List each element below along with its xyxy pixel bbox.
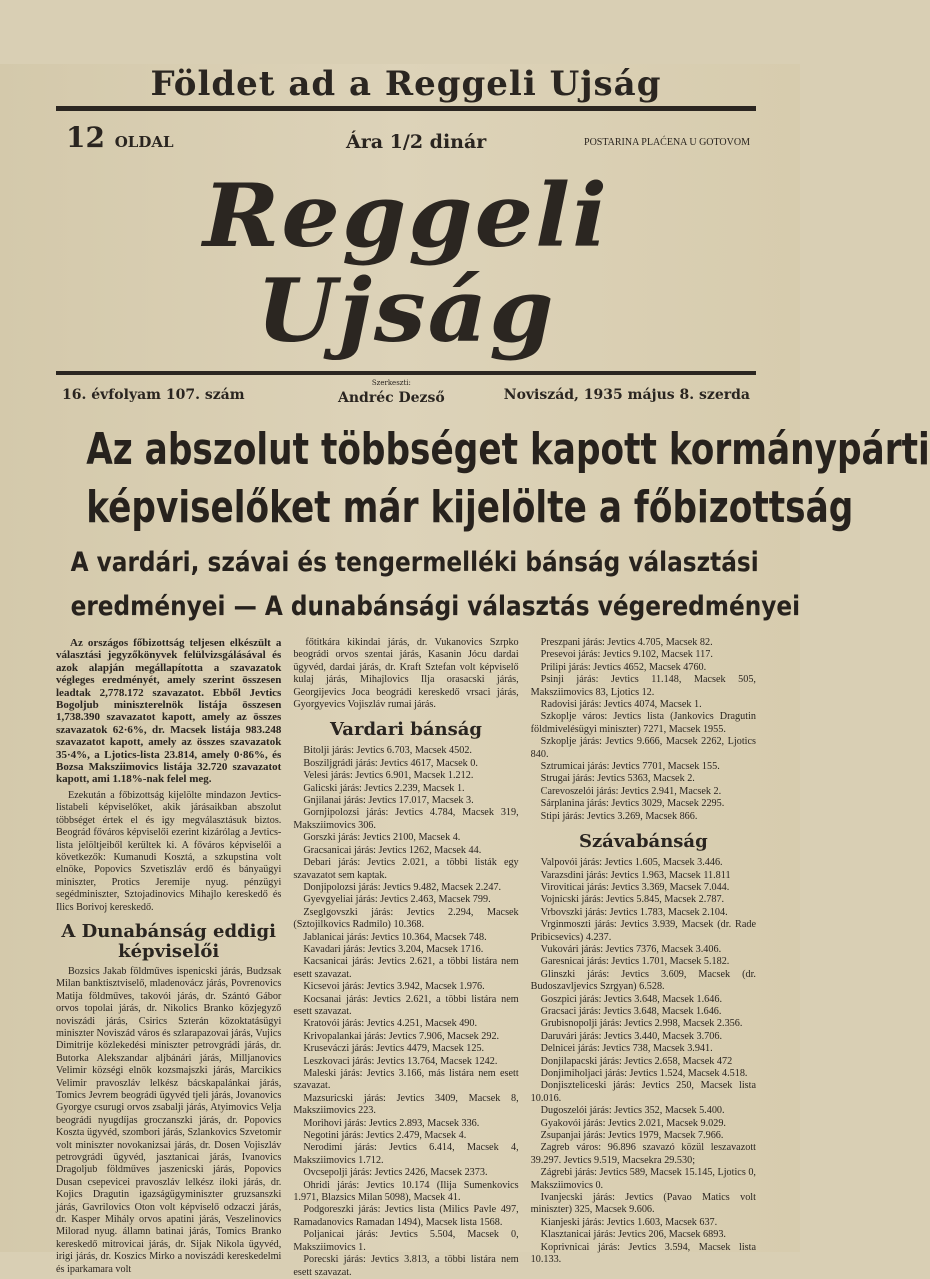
price-row [56,119,756,163]
result-entry: Morihovi járás: Jevtics 2.893, Macsek 336. [303,1117,480,1129]
result-entry: Kicsevoi járás: Jevtics 3.942, Macsek 1.976. [303,981,485,993]
result-entry: Radovisi járás: Jevtics 4074, Macsek 1. [540,699,702,711]
result-entry: Kianjeski járás: Jevtics 1.603, Macsek 637. [540,1216,718,1228]
result-entry: Kratovói járás: Jevtics 4.251, Macsek 490. [303,1018,478,1030]
result-entry: Zagreb város: 96.896 szavazó közül leszavazott 39.297. Jevtics 9.519, Macsekra 29.530; [530,1142,756,1166]
result-entry: Vrginmoszti járás: Jevtics 3.939, Macsek (dr. Rade Pribicsevics) 4.237. [530,919,756,943]
result-entry: Preszpani járás: Jevtics 4.705, Macsek 82. [540,637,713,648]
result-entry: Velesi járás: Jevtics 6.901, Macsek 1.212. [303,770,474,782]
result-entry: Strugai járás: Jevtics 5363, Macsek 2. [540,773,695,785]
result-entry: Gornjipolozsi járás: Jevtics 4.784, Macsek 319, Maksziimovics 306. [293,807,519,831]
result-entry: Negotini járás: Jevtics 2.479, Macsek 4. [303,1130,467,1142]
result-entry: Podgoreszki járás: Jevtics lista (Milics Pavle 497, Ramadanovics Ramadan 1494), Macsek lista 1568. [293,1204,519,1228]
page-count-word: OLDAL [114,133,174,151]
column-3 [530,637,756,1266]
results-list-vardari [293,745,518,1278]
result-entry: Gyevgyeliai járás: Jevtics 2.463, Macsek 799. [303,894,491,906]
result-entry: Glinszki járás: Jevtics 3.609, Macsek (dr. Budoszavljevics Szrgyan) 6.528. [530,968,756,993]
result-entry: Gracsaci járás: Jevtics 3.648, Macsek 1.646. [540,1005,722,1017]
main-headline-line-2: képviselőket már kijelölte a főbizottság [86,482,854,533]
page-count-number: 12 [66,121,105,154]
result-entry: Daruvári járás: Jevtics 3.440, Macsek 3.706. [540,1030,723,1042]
result-entry: Galicski járás: Jevtics 2.239, Macsek 1. [303,782,465,794]
result-entry: Goszpici járás: Jevtics 3.648, Macsek 1.646. [540,993,723,1005]
result-entry: Grubisnopolji járás: Jevtics 2.998, Macsek 2.356. [540,1018,743,1030]
section-title-szava: Szávabánság [578,831,708,853]
result-entry: Kacsanicai járás: Jevtics 2.621, a többi listára nem esett szavazat. [293,956,519,980]
result-entry: Szkoplje járás: Jevtics 9.666, Macsek 2262, Ljotics 840. [530,736,756,760]
result-entry: Zsupanjai járás: Jevtics 1979, Macsek 7.966. [540,1130,724,1142]
volume-number: 16. évfolyam 107. szám [62,387,245,403]
result-entry: Valpovói járás: Jevtics 1.605, Macsek 3.446. [540,857,723,869]
article-paragraph: Bozsics Jakab földműves ispenicski járás, Budzsak Milan banktisztviselő, mladenovácz járás, Povrenovics Matija földműves, takovói járás, dr. Szántó Gábor orvos topolai járás, dr. Nikolics Branko közjegyző noviszádi járás, Csirics Szterán közoktatásügyi miniszter Noviszád város és szlarapazovai járás, Vujics Dimitrije közlekedési miniszter petrovgrádi járás, dr. Butorka Alekszandar aljbánári járás, Milljanovics Velimir községi elnök kozsmajszki járás, Marcikics Velimir pravoszláv lelkész bácskapalánkai járás, Tomics Jevrem beográdi ügyvéd tjeli járás, Jovanovics Gyorgye csurugi orvos zsabalji járás, Atyimovics Velja beográdi nyugdíjas groczanszki járás, dr. Popovics Koszta ügyvéd, szombori járás, Szlankovics Szvetomir volt miniszter novokanizsai járás, dr. Dosen Vojiszláv petrovgrádi ügyvéd, jasztanicai járás, Ivanovics Dragoljub földműves jaszenicski járás, Popovics Dusan csepevicei pravoszláv lelkész iloki járás, dr. Kojics Dragutin igazságügyminiszter gruzsanszki járás, Gavrilovics Oton volt képviselő odzaczi járás, dr. Kasper Mihály orvos apatini járás, Veszelinovics Milorad nyug. államn batinai járás, Tomics Branko kereskedő mitrovicai járás, dr. Sijak Nikola ügyvéd, irigi járás, dr. Koszics Mirko a noviszádi kereskedelmi és iparkamara volt [56,965,282,1275]
result-entry: Zágrebi járás: Jevtics 589, Macsek 15.145, Ljotics 0, Maksziimovics 0. [530,1167,756,1191]
result-entry: Ovcsepolji járás: Jevtics 2426, Macsek 2373. [303,1167,488,1179]
result-entry: Sztrumicai járás: Jevtics 7701, Macsek 155. [540,761,720,773]
editor-label: Szerkeszti: [371,379,411,387]
result-entry: Porecski járás: Jevtics 3.813, a többi listára nem esett szavazat. [293,1254,519,1278]
result-entry: Klasztanicai járás: Jevtics 206, Macsek 6893. [540,1229,726,1241]
editor-name: Andréc Dezső [338,390,445,406]
result-entry: Prilipi járás: Jevtics 4652, Macsek 4760. [540,661,707,673]
article-paragraph: főtitkára kikindai járás, dr. Vukanovics Szrpko beográdi orvos szentai járás, Kasanin Jócu dardai ügyvéd, dardai járás, dr. Kraft Sztefan volt képviselő kulaj járás, Mihajlovics Ilja orasacski járás, Georgijevics Joca beográdi kereskedő vrsaci járás, Gyorgyevics Vojiszláv rumai járás. [293,637,519,711]
column-2 [293,637,519,1278]
result-entry: Psinji járás: Jevtics 11.148, Macsek 505, Maksziimovics 83, Ljotics 12. [530,674,756,698]
postage-note: POSTARINA PLAĆENA U GOTOVOM [584,137,750,148]
price: Ára 1/2 dinár [346,131,487,153]
result-entry: Vrbovszki járás: Jevtics 1.783, Macsek 2.104. [540,906,728,918]
column-1 [56,637,282,1275]
result-entry: Leszkovaci járás: Jevtics 13.764, Macsek 1242. [303,1055,498,1067]
results-list-szava [531,857,756,1266]
result-entry: Ivanjecski járás: Jevtics (Pavao Matics volt miniszter) 325, Macsek 9.606. [530,1192,756,1216]
section-title-line-2: képviselői [118,940,220,962]
result-entry: Ohridi járás: Jevtics 10.174 (Ilija Sumenkovics 1.971, Blazsics Milan 5098), Macsek 41. [293,1179,519,1204]
result-entry: Sárplanina járás: Jevtics 3029, Macsek 2295. [540,798,725,810]
result-entry: Bosziljgrádi járás: Jevtics 4617, Macsek 0. [303,757,478,769]
result-entry: Mazsuricski járás: Jevtics 3409, Macsek 8, Maksziimovics 223. [293,1092,519,1117]
result-entry: Garesnicai járás: Jevtics 1.701, Macsek 5.182. [540,956,730,968]
result-entry: Donjilapacski járás: Jevtics 2.658, Macsek 472 [540,1055,733,1067]
section-title-vardari: Vardari bánság [329,719,482,741]
issue-meta-row [56,371,756,419]
result-entry: Carevoszelói járás: Jevtics 2.941, Macsek 2. [540,785,722,797]
result-entry: Debari járás: Jevtics 2.021, a többi listák egy szavazatot sem kaptak. [293,857,519,881]
result-entry: Bitolji járás: Jevtics 6.703, Macsek 4502. [303,745,472,757]
result-entry: Nerodimi járás: Jevtics 6.414, Macsek 4, Maksziimovics 1.712. [293,1142,519,1166]
result-entry: Koprivnicai járás: Jevtics 3.594, Macsek lista 10.133. [530,1241,756,1266]
newspaper-page [0,64,930,1278]
result-entry: Krivopalankai járás: Jevtics 7.906, Macsek 292. [303,1030,500,1042]
result-entry: Donjimiholjaci járás: Jevtics 1.524, Macsek 4.518. [540,1068,748,1079]
result-entry: Varazsdini járás: Jevtics 1.963, Macsek 11.811 [540,869,731,881]
result-entry: Dugoszelói járás: Jevtics 352, Macsek 5.400. [540,1105,725,1117]
result-entry: Maleski járás: Jevtics 3.166, más listára nem esett szavazat. [293,1068,519,1092]
article-columns [56,637,756,1278]
result-entry: Kocsanai járás: Jevtics 2.621, a többi listára nem esett szavazat. [293,993,519,1017]
result-entry: Gnjilanai járás: Jevtics 17.017, Macsek 3. [303,795,474,807]
result-entry: Kruseváczi járás: Jevtics 4479, Macsek 125. [303,1043,485,1055]
result-entry: Vojnicski járás: Jevtics 5.845, Macsek 2.787. [540,894,725,906]
lead-paragraph: Az országos főbizottság teljesen elkészült a választási jegyzőkönyvek felülvizsgálásával és azok alapján megállapította a szavazatok végleges eredményét, amely szerint összesen leadtak 2,778.172 szavazatot. Ebből Jevtics Bogoljub miniszterelnök listája összesen 1,738.390 szavazatot kapott, amely az összes szavazatok 62·6%, dr. Macsek listája 983.248 szavazatot kapott, amely az összes szavazatok 35·4%, a Ljotics-lista 23.814, amely 0·86%, és Bozsa Maksziimovics listája 32.720 szavazatot kapott, ami 1.18%-nak felel meg. [56,637,282,786]
result-entry: Kavadari járás: Jevtics 3.204, Macsek 1716. [303,943,484,955]
result-entry: Poljanicai járás: Jevtics 5.504, Macsek 0, Maksziimovics 1. [293,1229,519,1253]
result-entry: Stipi járás: Jevtics 3.269, Macsek 866. [540,810,698,822]
section-title-line-1: A Dunabánság eddigi [61,920,276,942]
result-entry: Vukovári járás: Jevtics 7376, Macsek 3.406. [540,943,722,955]
subheadline-line-2: eredményei — A dunabánsági választás végeredményei [70,591,801,622]
result-entry: Szkoplje város: Jevtics lista (Jankovics Dragutin földmivelésügyi miniszter) 7271, Macsek 1955. [530,711,756,735]
masthead-title: Reggeli Ujság [202,164,610,362]
main-headline-line-1: Az abszolut többséget kapott kormánypárti [86,424,930,475]
result-entry: Delnicei járás: Jevtics 738, Macsek 3.941. [540,1043,713,1055]
subheadline-line-1: A vardári, szávai és tengermelléki bánság választási [70,547,759,578]
result-entry: Presevoi járás: Jevtics 9.102, Macsek 117. [540,649,713,661]
result-entry: Donjipolozsi járás: Jevtics 9.482, Macsek 2.247. [303,881,502,893]
result-entry: Zseglgovszki járás: Jevtics 2.294, Macsek (Sztojilkovics Radmilo) 10.368. [293,906,519,931]
editor-block [338,379,445,406]
top-rule [56,106,756,111]
result-entry: Gorszki járás: Jevtics 2100, Macsek 4. [303,832,461,844]
slogan-banner: Földet ad a Reggeli Ujság [150,64,662,104]
section-title-dunabansag [56,922,281,962]
results-list-vardari-cont [531,637,756,823]
article-paragraph: Ezekután a főbizottság kijelölte mindazon Jevtics-listabeli képviselőket, akik járásaikban abszolut többséget értek el és igy megválasztásuk biztos. Beográd főváros képviselői ezerint kizárólag a Jevtics-lista jelöltjeiből kerültek ki. A főváros képviselői a következők: Kumanudi Kosztá, a szkupstina volt elnöke, Popovics Szvetiszláv erdő és bányaügyi miniszter, Protics Jeremije nyug. pénzügyi segédminiszter, Sztojadinovics Mihajlo kereskedő és Ilics Borivoj kereskedő. [56,789,282,913]
result-entry: Gyakovói járás: Jevtics 2.021, Macsek 9.029. [540,1117,726,1129]
result-entry: Donjiszteliceski járás: Jevtics 250, Macsek lista 10.016. [530,1080,756,1104]
result-entry: Viroviticai járás: Jevtics 3.369, Macsek 7.044. [540,881,730,893]
dateline: Noviszád, 1935 május 8. szerda [503,387,750,403]
result-entry: Gracsanicai járás: Jevtics 1262, Macsek 44. [303,844,482,856]
result-entry: Jablanicai járás: Jevtics 10.364, Macsek 748. [303,931,487,943]
page-count [66,121,174,154]
